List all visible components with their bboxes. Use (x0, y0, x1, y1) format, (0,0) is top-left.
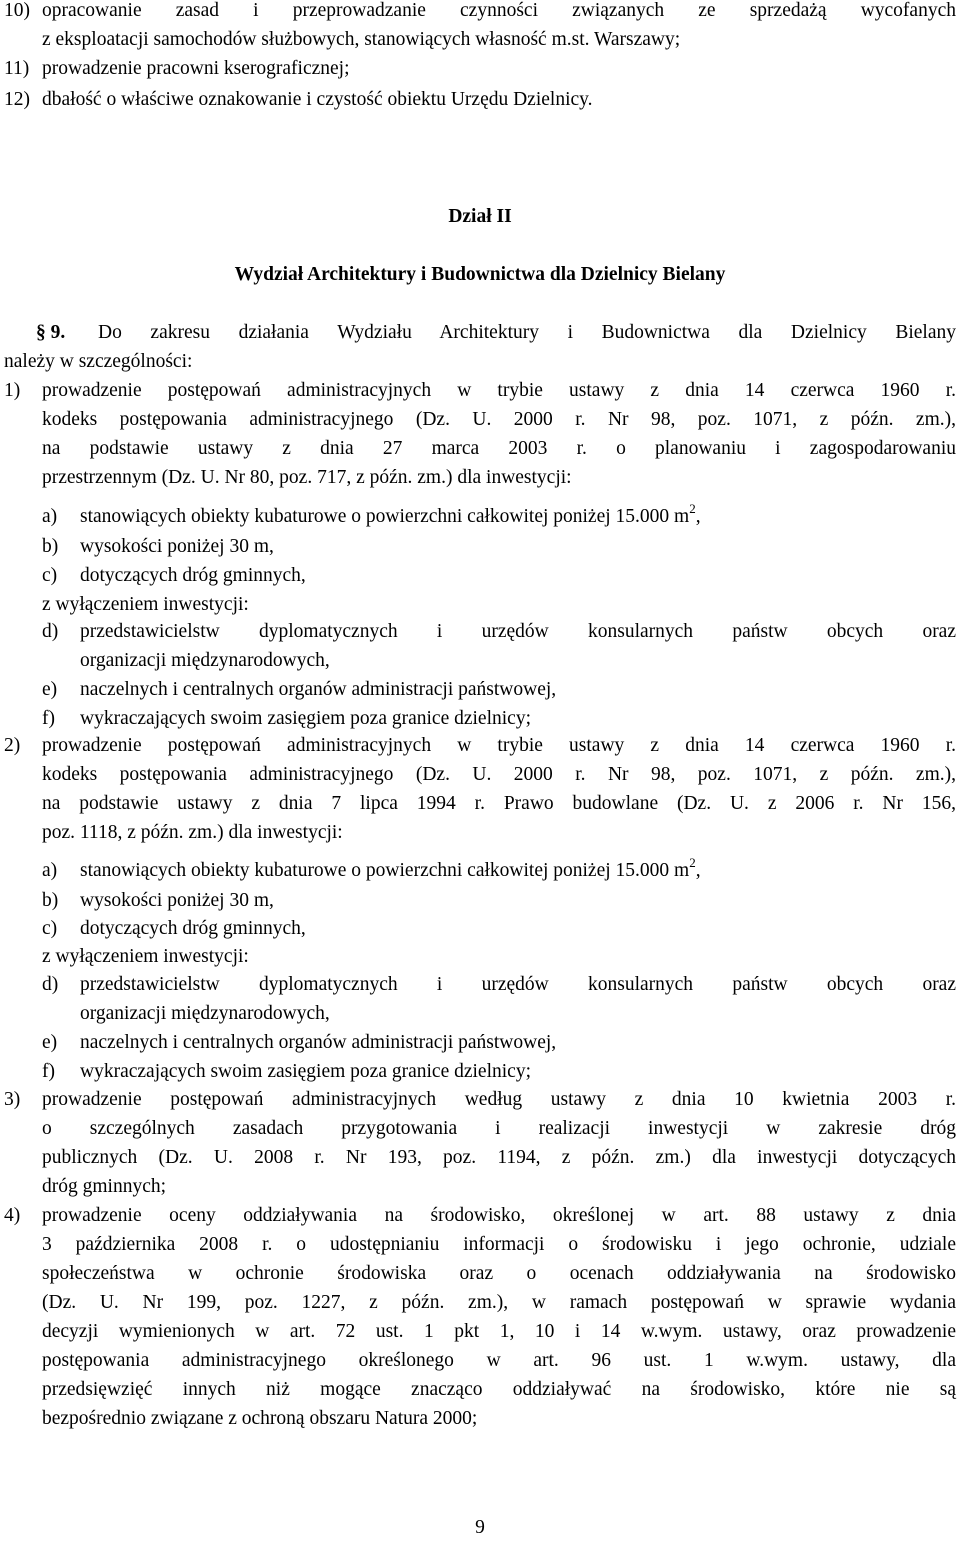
point-2-line-3: na podstawie ustawy z dnia 7 lipca 1994 r. Prawo budowlane (Dz. U. z 2006 r. Nr 156, (42, 793, 956, 814)
point-4-line-4: (Dz. U. Nr 199, poz. 1227, z późn. zm.), w ramach postępowań w sprawie wydania (42, 1292, 956, 1313)
item-12-line-1: dbałość o właściwe oznakowanie i czystość obiektu Urzędu Dzielnicy. (42, 89, 593, 110)
point-3-line-2: o szczególnych zasadach przygotowania i realizacji inwestycji w zakresie dróg (42, 1118, 956, 1139)
point-2-b-marker: b) (42, 890, 59, 911)
point-2-c-marker: c) (42, 918, 58, 939)
point-1-line-4: przestrzennym (Dz. U. Nr 80, poz. 717, z późn. zm.) dla inwestycji: (42, 467, 572, 488)
point-3-marker: 3) (4, 1089, 21, 1110)
point-1-e-marker: e) (42, 679, 58, 700)
point-1-b-marker: b) (42, 536, 59, 557)
point-2-e-text: naczelnych i centralnych organów administracji państwowej, (80, 1032, 557, 1053)
point-1-a-marker: a) (42, 506, 58, 527)
point-2-b-text: wysokości poniżej 30 m, (80, 890, 274, 911)
point-2-a-marker: a) (42, 860, 58, 881)
section-heading: Dział II (448, 206, 512, 227)
point-2-c-text: dotyczących dróg gminnych, (80, 918, 306, 939)
point-1-a-line (80, 502, 701, 531)
point-3-line-1: prowadzenie postępowań administracyjnych według ustawy z dnia 10 kwietnia 2003 r. (42, 1089, 956, 1110)
point-1-f-marker: f) (42, 708, 55, 729)
point-1-d-line-2: organizacji międzynarodowych, (80, 650, 330, 671)
paragraph-symbol (36, 318, 65, 347)
point-2-line-2: kodeks postępowania administracyjnego (Dz. U. 2000 r. Nr 98, poz. 1071, z późn. zm.), (42, 764, 956, 785)
item-11-line-1: prowadzenie pracowni kserograficznej; (42, 58, 350, 79)
paragraph-intro-line-1: Do zakresu działania Wydziału Architektury i Budownictwa dla Dzielnicy Bielany (98, 322, 956, 343)
page-number: 9 (475, 1517, 485, 1538)
section-subheading: Wydział Architektury i Budownictwa dla Dzielnicy Bielany (234, 264, 726, 285)
point-2-f-marker: f) (42, 1061, 55, 1082)
point-2-marker: 2) (4, 735, 21, 756)
point-2-f-text: wykraczających swoim zasięgiem poza granice dzielnicy; (80, 1061, 531, 1082)
point-1-line-1: prowadzenie postępowań administracyjnych w trybie ustawy z dnia 14 czerwca 1960 r. (42, 380, 956, 401)
item-10-line-1: opracowanie zasad i przeprowadzanie czynności związanych ze sprzedażą wycofanych (42, 0, 956, 21)
point-2-d-line-2: organizacji międzynarodowych, (80, 1003, 330, 1024)
point-2-a-superscript: 2 (689, 854, 696, 870)
point-3-line-4: dróg gminnych; (42, 1176, 167, 1197)
point-2-line-1: prowadzenie postępowań administracyjnych w trybie ustawy z dnia 14 czerwca 1960 r. (42, 735, 956, 756)
point-2-a-line (80, 856, 701, 885)
point-2-d-marker: d) (42, 974, 59, 995)
point-4-line-7: przedsięwzięć innych niż mogące znacząco oddziaływać na środowisko, które nie są (42, 1379, 956, 1400)
point-1-exclusion: z wyłączeniem inwestycji: (42, 594, 249, 615)
point-2-exclusion: z wyłączeniem inwestycji: (42, 946, 249, 967)
point-2-e-marker: e) (42, 1032, 58, 1053)
point-1-d-marker: d) (42, 621, 59, 642)
point-4-line-8: bezpośrednio związane z ochroną obszaru Natura 2000; (42, 1408, 478, 1429)
point-2-a-text: stanowiących obiekty kubaturowe o powierzchni całkowitej poniżej 15.000 m (80, 860, 690, 881)
point-4-line-2: 3 października 2008 r. o udostępnianiu informacji o środowisku i jego ochronie, udziale (42, 1234, 956, 1255)
point-1-line-3: na podstawie ustawy z dnia 27 marca 2003 r. o planowaniu i zagospodarowaniu (42, 438, 956, 459)
point-2-a-tail: , (695, 860, 701, 881)
point-1-e-text: naczelnych i centralnych organów administracji państwowej, (80, 679, 557, 700)
point-1-c-marker: c) (42, 565, 58, 586)
point-3-line-3: publicznych (Dz. U. 2008 r. Nr 193, poz. 1194, z późn. zm.) dla inwestycji dotyczących (42, 1147, 956, 1168)
point-1-a-tail: , (695, 506, 701, 527)
point-4-marker: 4) (4, 1205, 21, 1226)
paragraph-intro-line-2: należy w szczególności: (4, 351, 193, 372)
point-4-line-5: decyzji wymienionych w art. 72 ust. 1 pkt 1, 10 i 14 w.wym. ustawy, oraz prowadzenie (42, 1321, 956, 1342)
point-4-line-1: prowadzenie oceny oddziaływania na środowisko, określonej w art. 88 ustawy z dnia (42, 1205, 956, 1226)
point-1-c-text: dotyczących dróg gminnych, (80, 565, 306, 586)
point-1-b-text: wysokości poniżej 30 m, (80, 536, 274, 557)
point-1-a-text: stanowiących obiekty kubaturowe o powierzchni całkowitej poniżej 15.000 m (80, 506, 690, 527)
point-1-a-superscript: 2 (689, 500, 696, 516)
point-2-d-line-1: przedstawicielstw dyplomatycznych i urzędów konsularnych państw obcych oraz (80, 974, 956, 995)
point-4-line-6: postępowania administracyjnego określonego w art. 96 ust. 1 w.wym. ustawy, dla (42, 1350, 956, 1371)
item-11-marker: 11) (4, 58, 30, 79)
point-4-line-3: społeczeństwa w ochronie środowiska oraz o ocenach oddziaływania na środowisko (42, 1263, 956, 1284)
point-1-d-line-1: przedstawicielstw dyplomatycznych i urzędów konsularnych państw obcych oraz (80, 621, 956, 642)
point-1-line-2: kodeks postępowania administracyjnego (Dz. U. 2000 r. Nr 98, poz. 1071, z późn. zm.), (42, 409, 956, 430)
item-12-marker: 12) (4, 89, 30, 110)
point-1-f-text: wykraczających swoim zasięgiem poza granice dzielnicy; (80, 708, 531, 729)
item-10-marker: 10) (4, 0, 30, 21)
point-1-marker: 1) (4, 380, 21, 401)
item-10-line-2: z eksploatacji samochodów służbowych, stanowiących własność m.st. Warszawy; (42, 29, 681, 50)
point-2-line-4: poz. 1118, z późn. zm.) dla inwestycji: (42, 822, 343, 843)
paragraph-number: § 9. (36, 322, 66, 343)
